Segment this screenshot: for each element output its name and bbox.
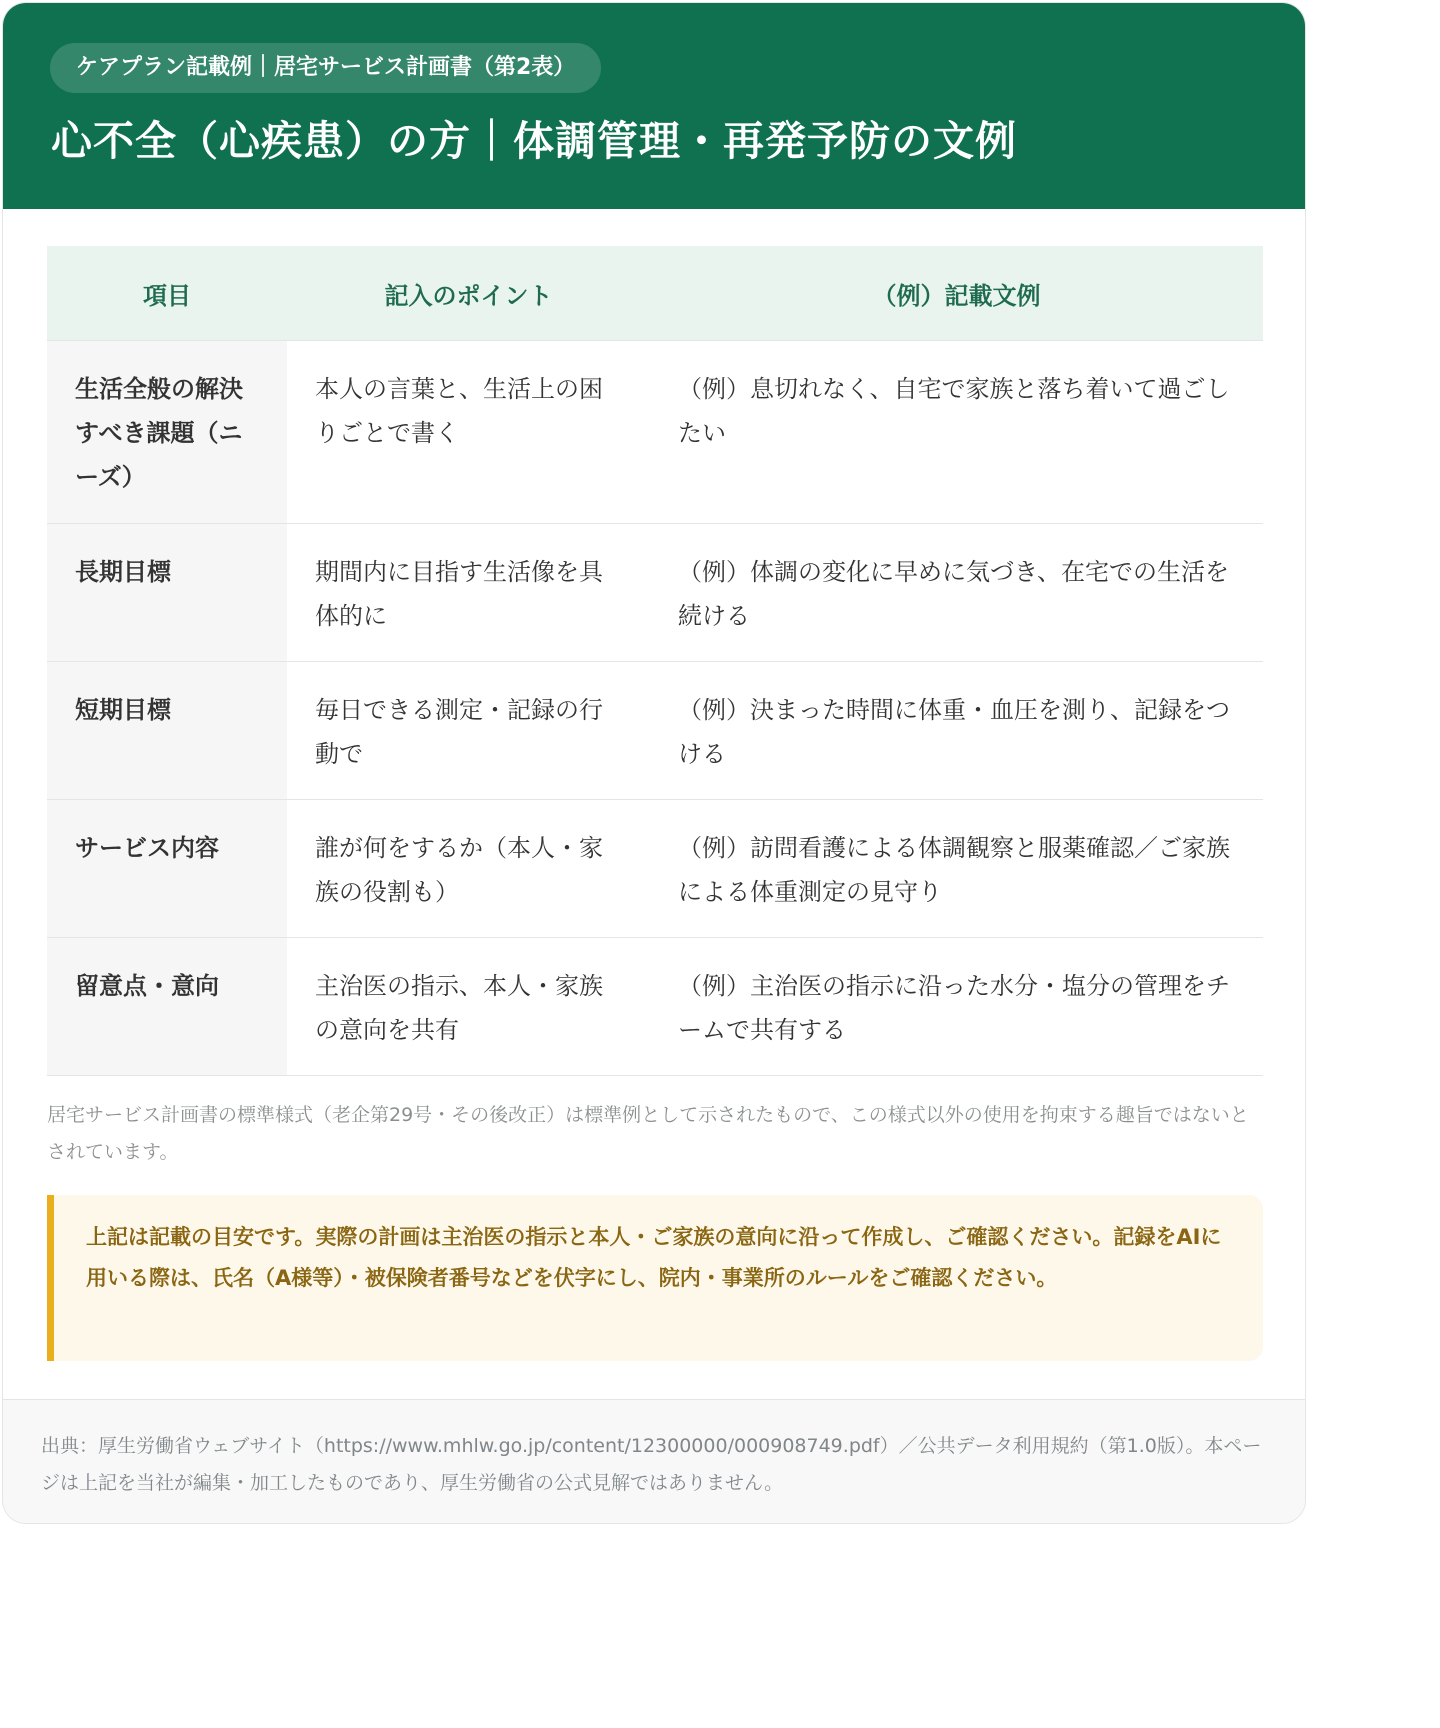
column-header-example: （例）記載文例 bbox=[650, 246, 1263, 341]
format-note: 居宅サービス計画書の標準様式（老企第29号・その後改正）は標準例として示されたもので、この様式以外の使用を拘束する趣旨ではないとされています。 bbox=[47, 1104, 1249, 1163]
row-item-label: 生活全般の解決すべき課題（ニーズ） bbox=[47, 341, 287, 524]
caution-callout: 上記は記載の目安です。実際の計画は主治医の指示と本人・ご家族の意向に沿って作成し、ご確認ください。記録をAIに用いる際は、氏名（A様等）・被保険者番号などを伏字にし、院内・事業所のルールをご確認ください。 bbox=[47, 1195, 1263, 1361]
row-item-label: 短期目標 bbox=[47, 662, 287, 800]
row-item-label: サービス内容 bbox=[47, 800, 287, 938]
row-example: （例）息切れなく、自宅で家族と落ち着いて過ごしたい bbox=[650, 341, 1263, 524]
category-badge: ケアプラン記載例｜居宅サービス計画書（第2表） bbox=[50, 43, 601, 93]
row-example: （例）体調の変化に早めに気づき、在宅での生活を続ける bbox=[650, 524, 1263, 662]
plan-example-table bbox=[47, 246, 1263, 1076]
row-example: （例）訪問看護による体調観察と服薬確認／ご家族による体重測定の見守り bbox=[650, 800, 1263, 938]
source-footer: 出典：厚生労働省ウェブサイト（https://www.mhlw.go.jp/content/12300000/000908749.pdf）／公共データ利用規約（第1.0版）。本ページは上記を当社が編集・加工したものであり、厚生労働省の公式見解ではありません。 bbox=[3, 1399, 1305, 1524]
row-example: （例）主治医の指示に沿った水分・塩分の管理をチームで共有する bbox=[650, 938, 1263, 1076]
table-header-row bbox=[47, 246, 1263, 341]
page-title: 心不全（心疾患）の方｜体調管理・再発予防の文例 bbox=[51, 117, 1017, 165]
table-row bbox=[47, 938, 1263, 1076]
row-point: 毎日できる測定・記録の行動で bbox=[287, 662, 650, 800]
row-item-label: 留意点・意向 bbox=[47, 938, 287, 1076]
care-plan-card bbox=[2, 2, 1306, 1524]
card-header bbox=[3, 3, 1305, 209]
table-row bbox=[47, 524, 1263, 662]
row-point: 主治医の指示、本人・家族の意向を共有 bbox=[287, 938, 650, 1076]
table-row bbox=[47, 800, 1263, 938]
table-row bbox=[47, 341, 1263, 524]
row-item-label: 長期目標 bbox=[47, 524, 287, 662]
row-point: 誰が何をするか（本人・家族の役割も） bbox=[287, 800, 650, 938]
row-example: （例）決まった時間に体重・血圧を測り、記録をつける bbox=[650, 662, 1263, 800]
row-point: 期間内に目指す生活像を具体的に bbox=[287, 524, 650, 662]
column-header-point: 記入のポイント bbox=[287, 246, 650, 341]
table-row bbox=[47, 662, 1263, 800]
row-point: 本人の言葉と、生活上の困りごとで書く bbox=[287, 341, 650, 524]
column-header-item: 項目 bbox=[47, 246, 287, 341]
